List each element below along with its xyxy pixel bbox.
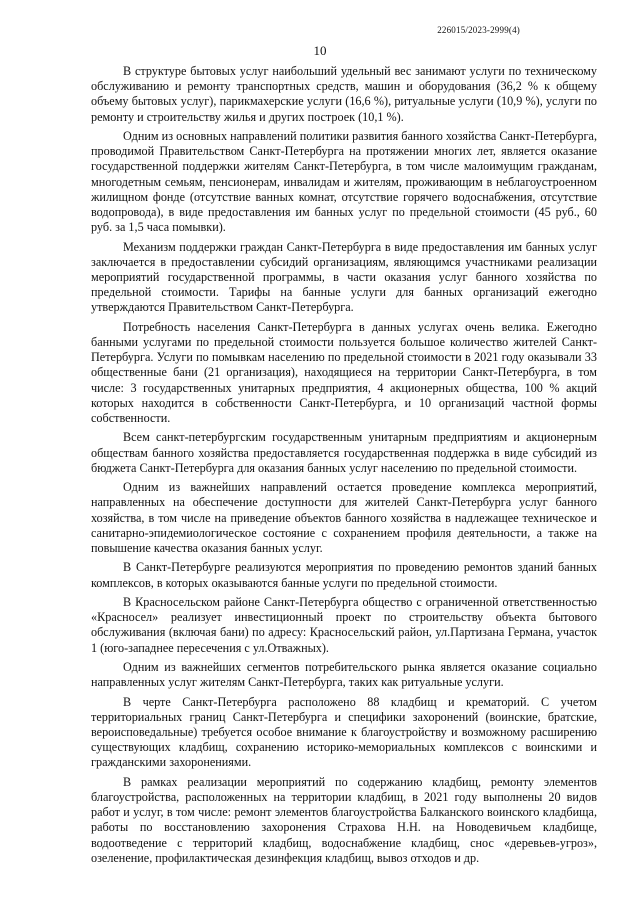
paragraph-ritual-services: Одним из важнейших сегментов потребительского рынка является оказание социально направленных услуг жителям Санкт-Петербурга, таких как ритуальные услуги. [91,660,597,690]
paragraph-cemetery-works: В рамках реализации мероприятий по содержанию кладбищ, ремонту элементов благоустройства, расположенных на территории кладбищ, в 2021 году выполнены 20 видов работ и услуг, в том числе: ремонт элементов благоустройства Балканского воинского кладбища, работы по восстановлению захоронения Страхова Н.Н. на Новодевичьем кладбище, водоотведение с территорий кладбищ, водоснабжение кладбищ, снос «деревьев-угроз», озеленение, профилактическая дезинфекция кладбищ, вывоз отходов и др. [91,774,597,865]
paragraph-support-mechanism: Механизм поддержки граждан Санкт-Петербурга в виде предоставления им банных услуг заключается в предоставлении субсидий организациям, являющимся участниками реализации мероприятий государственной программы, в части оказания услуг банного хозяйства по предельной стоимости. Тарифы на банные услуги для банных организаций ежегодно утверждаются Правительством Санкт-Петербурга. [91,239,597,315]
paragraph-household-services-structure: В структуре бытовых услуг наибольший удельный вес занимают услуги по техническому обслуживанию и ремонту транспортных средств, машин и оборудования (36,2 % к общему объему бытовых услуг), парикмахерские услуги (16,6 %), ритуальные услуги (10,9 %), услуги по ремонту и строительству жилья и других построек (10,1 %). [91,64,597,124]
paragraph-repairs: В Санкт-Петербурге реализуются мероприятия по проведению ремонтов зданий банных комплексов, в которых оказываются банные услуги по предельной стоимости. [91,560,597,590]
paragraph-krasnoselsky-project: В Красносельском районе Санкт-Петербурга общество с ограниченной ответственностью «Красносел» реализует инвестиционный проект по строительству объекта бытового обслуживания (включая бани) по адресу: Красносельский район, ул.Партизана Германа, участок 1 (юго-западнее пересечения с ул.Отважных). [91,595,597,655]
paragraph-state-subsidies: Всем санкт-петербургским государственным унитарным предприятиям и акционерным обществам банного хозяйства предоставляется государственная поддержка в виде субсидий из бюджета Санкт-Петербурга для оказания банных услуг населению по предельной стоимости. [91,430,597,475]
document-registration-number: 226015/2023-2999(4) [437,25,520,35]
paragraph-bath-policy: Одним из основных направлений политики развития банного хозяйства Санкт-Петербурга, проводимой Правительством Санкт-Петербурга на протяжении многих лет, является оказание государственной поддержки жителям Санкт-Петербурга, в том числе малоимущим гражданам, многодетным семьям, пенсионерам, инвалидам и жителям, проживающим в неблагоустроенном жилищном фонде (отсутствие ванных комнат, отсутствие горячего водоснабжения, отсутствие водопровода), в виде предоставления им банных услуг по предельной стоимости (45 руб., 60 руб. за 1,5 часа помывки). [91,129,597,235]
document-body [91,64,597,870]
paragraph-cemeteries: В черте Санкт-Петербурга расположено 88 кладбищ и крематорий. С учетом территориальных границ Санкт-Петербурга и специфики захоронений (воинские, братские, вероисповедальные) требуется особое внимание к благоустройству и возможному расширению существующих кладбищ, сохранению историко-мемориальных комплексов с воинскими и гражданскими захоронениями. [91,694,597,770]
paragraph-accessibility-measures: Одним из важнейших направлений остается проведение комплекса мероприятий, направленных на обеспечение доступности для жителей Санкт-Петербурга услуг банного хозяйства, в том числе на приведение объектов банного хозяйства в надлежащее техническое и санитарно-эпидемиологическое состояние с сохранением профиля деятельности, а также на повышение качества оказания банных услуг. [91,480,597,556]
paragraph-population-demand: Потребность населения Санкт-Петербурга в данных услугах очень велика. Ежегодно банными услугами по предельной стоимости пользуется большое количество жителей Санкт-Петербурга. Услуги по помывкам населению по предельной стоимости в 2021 году оказывали 33 общественные бани (21 организация), находящиеся на территории Санкт-Петербурга, в том числе: 3 государственных унитарных предприятия, 4 акционерных общества, 100 % акций которых находится в собственности Санкт-Петербурга, и 10 организаций частной формы собственности. [91,319,597,426]
page-number: 10 [313,43,327,58]
